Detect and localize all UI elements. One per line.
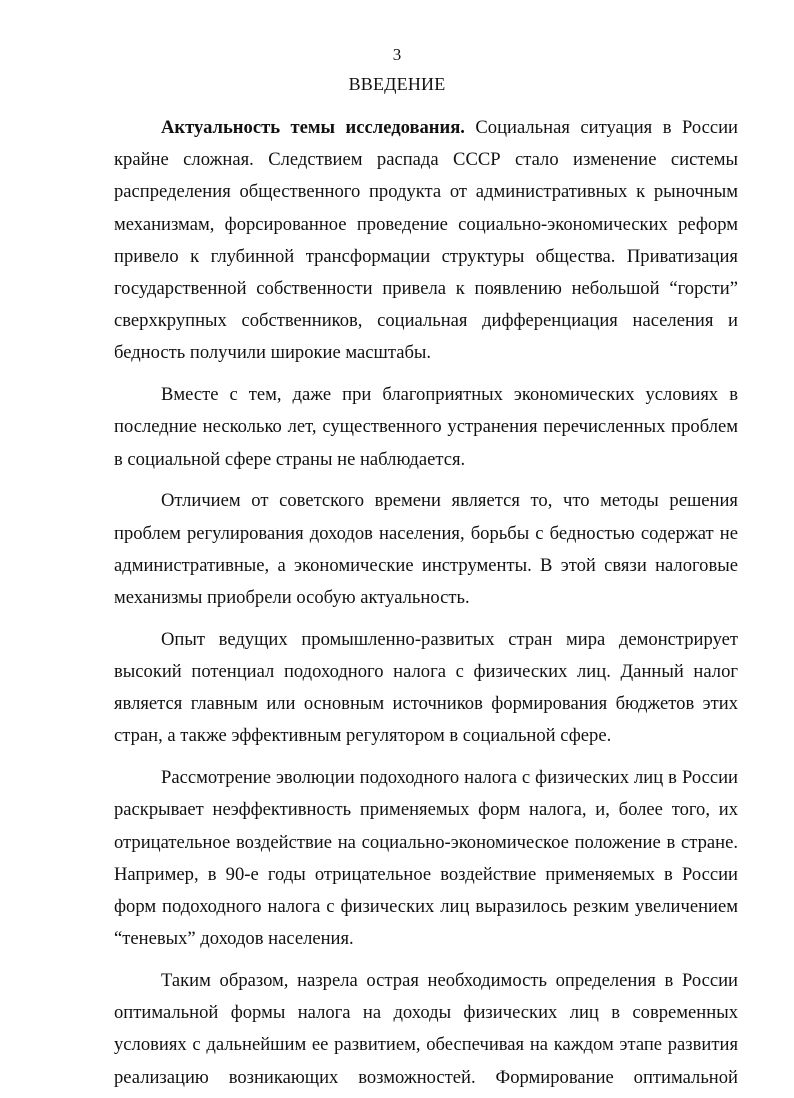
paragraph: Отличием от советского времени является то, что методы решения проблем регулирования доходов населения, борьбы с бедностью содержат не административные, а экономические инструменты. В этой связи налоговые механизмы приобрели особую актуальность. <box>114 490 738 609</box>
body-text <box>114 112 738 1094</box>
paragraph: Опыт ведущих промышленно-развитых стран мира демонстрирует высокий потенциал подоходного налога с физических лиц. Данный налог является главным или основным источников формирования бюджетов этих стран, а также эффективным регулятором в социальной сфере. <box>114 628 738 747</box>
paragraph: Рассмотрение эволюции подоходного налога с физических лиц в России раскрывает неэффективность применяемых форм налога, и, более того, их отрицательное воздействие на социально-экономическое положение в стране. Например, в 90-е годы отрицательное воздействие применяемых в России форм подоходного налога с физических лиц выразилось резким увеличением “теневых” доходов населения. <box>114 767 738 950</box>
paragraph: Вместе с тем, даже при благоприятных экономических условиях в последние несколько лет, существенного устранения перечисленных проблем в социальной сфере страны не наблюдается. <box>114 384 738 470</box>
paragraph-relevance <box>114 112 738 370</box>
paragraph: Таким образом, назрела острая необходимость определения в России оптимальной формы налога на доходы физических лиц в современных условиях с дальнейшим ее развитием, обеспечивая на каждом этапе развития реализацию возникающих возможностей. Формирование оптимальной <box>114 970 738 1088</box>
section-heading: ВВЕДЕНИЕ <box>348 74 446 94</box>
paragraph-text: Социальная ситуация в России крайне сложная. Следствием распада СССР стало изменение системы распределения общественного продукта от административных к рыночным механизмам, форсированное проведение социально-экономических реформ привело к глубинной трансформации структуры общества. Приватизация государственной собственности привела к появлению небольшой “горсти” сверхкрупных собственников, социальная дифференциация населения и бедность получили широкие масштабы. <box>114 117 738 364</box>
page-number: 3 <box>392 45 402 64</box>
paragraph-lead: Актуальность темы исследования. <box>161 117 465 138</box>
